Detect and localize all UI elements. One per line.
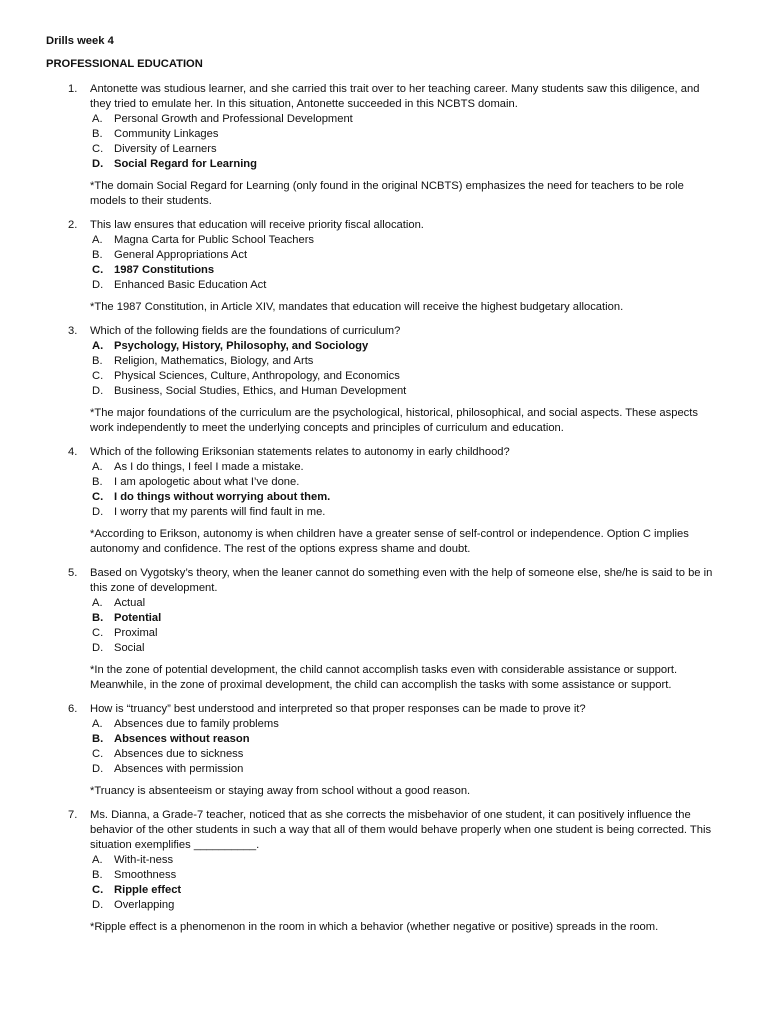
choice-text: With-it-ness: [114, 854, 174, 866]
question-text: Antonette was studious learner, and she carried this trait over to her teaching career. Many students saw this diligence, and they tried to emulate her. In this situation, Antonette succeeded in this NCBTS domain.: [90, 83, 700, 110]
choice-letter: D.: [92, 506, 104, 518]
question-item: [46, 82, 718, 209]
question-stem: [46, 324, 718, 339]
choice-item: [46, 248, 718, 263]
choice-item: [46, 596, 718, 611]
question-number: 3.: [68, 325, 78, 337]
question-item: [46, 445, 718, 557]
choice-letter: B.: [92, 476, 103, 488]
choice-letter: A.: [92, 597, 103, 609]
choice-item: [46, 142, 718, 157]
question-item: [46, 218, 718, 315]
choice-text: Social Regard for Learning: [114, 158, 257, 170]
choice-item-correct: [46, 157, 718, 172]
answer-explanation: *The 1987 Constitution, in Article XIV, mandates that education will receive the highest budgetary allocation.: [90, 301, 624, 313]
choice-letter: C.: [92, 491, 104, 503]
choice-letter: C.: [92, 264, 104, 276]
choice-item: [46, 641, 718, 656]
choice-letter: C.: [92, 748, 104, 760]
choice-item-correct: [46, 490, 718, 505]
question-number: 6.: [68, 703, 78, 715]
choice-item-correct: [46, 263, 718, 278]
choice-item-correct: [46, 339, 718, 354]
choice-text: 1987 Constitutions: [114, 264, 215, 276]
choice-text: I do things without worrying about them.: [114, 491, 331, 503]
question-number: 5.: [68, 567, 78, 579]
section-heading: PROFESSIONAL EDUCATION: [46, 58, 203, 70]
choice-text: Business, Social Studies, Ethics, and Human Development: [114, 385, 407, 397]
choice-letter: B.: [92, 612, 104, 624]
choice-text: As I do things, I feel I made a mistake.: [114, 461, 304, 473]
answer-explanation: *The major foundations of the curriculum are the psychological, historical, philosophical, and social aspects. These aspects work independently to meet the underlying concepts and principles of curriculum and education.: [90, 407, 698, 434]
document-title: Drills week 4: [46, 35, 114, 47]
answer-explanation: *The domain Social Regard for Learning (only found in the original NCBTS) emphasizes the need for teachers to be role models to their students.: [90, 180, 684, 207]
question-stem: [46, 808, 718, 853]
choice-item: [46, 369, 718, 384]
question-text: Which of the following Eriksonian statements relates to autonomy in early childhood?: [90, 446, 510, 458]
choice-letter: A.: [92, 718, 103, 730]
answer-explanation: *Truancy is absenteeism or staying away from school without a good reason.: [90, 785, 471, 797]
choice-item: [46, 384, 718, 399]
choice-list: [46, 460, 718, 520]
choice-text: General Appropriations Act: [114, 249, 248, 261]
choice-item: [46, 233, 718, 248]
choice-text: Personal Growth and Professional Development: [114, 113, 353, 125]
choice-list: [46, 112, 718, 172]
choice-letter: C.: [92, 627, 104, 639]
choice-letter: D.: [92, 899, 104, 911]
question-number: 4.: [68, 446, 78, 458]
question-item: [46, 808, 718, 935]
answer-explanation: *According to Erikson, autonomy is when children have a greater sense of self-control or independence. Option C implies autonomy and confidence. The rest of the options express shame and doubt.: [90, 528, 689, 555]
choice-text: Religion, Mathematics, Biology, and Arts: [114, 355, 314, 367]
choice-letter: A.: [92, 340, 104, 352]
choice-letter: A.: [92, 461, 103, 473]
question-stem: [46, 702, 718, 717]
choice-item: [46, 626, 718, 641]
choice-text: Overlapping: [114, 899, 175, 911]
choice-item: [46, 505, 718, 520]
choice-text: Social: [114, 642, 145, 654]
choice-letter: B.: [92, 355, 103, 367]
choice-item: [46, 898, 718, 913]
choice-text: Ripple effect: [114, 884, 182, 896]
question-stem: [46, 445, 718, 460]
choice-text: Physical Sciences, Culture, Anthropology, and Economics: [114, 370, 400, 382]
choice-text: Absences with permission: [114, 763, 244, 775]
question-stem: [46, 82, 718, 112]
question-text: Ms. Dianna, a Grade-7 teacher, noticed that as she corrects the misbehavior of one student, it can positively influence the behavior of the other students in such a way that all of them would behave properly when one student is being corrected. This situation exemplifies __________.: [90, 809, 712, 851]
choice-text: Diversity of Learners: [114, 143, 217, 155]
choice-item: [46, 717, 718, 732]
choice-text: Absences due to sickness: [114, 748, 244, 760]
choice-letter: B.: [92, 869, 103, 881]
choice-letter: C.: [92, 143, 104, 155]
question-item: [46, 324, 718, 436]
choice-item-correct: [46, 611, 718, 626]
answer-explanation: *In the zone of potential development, the child cannot accomplish tasks even with considerable assistance or support. Meanwhile, in the zone of proximal development, the child can accomplish the tasks with some assistance or support.: [90, 664, 678, 691]
choice-letter: A.: [92, 854, 103, 866]
question-text: Which of the following fields are the foundations of curriculum?: [90, 325, 401, 337]
choice-item: [46, 112, 718, 127]
question-item: [46, 566, 718, 693]
question-text: How is “truancy” best understood and interpreted so that proper responses can be made to prove it?: [90, 703, 586, 715]
choice-text: Magna Carta for Public School Teachers: [114, 234, 315, 246]
question-number: 1.: [68, 83, 78, 95]
choice-letter: B.: [92, 249, 103, 261]
choice-list: [46, 717, 718, 777]
choice-item: [46, 747, 718, 762]
choice-item: [46, 354, 718, 369]
choice-letter: D.: [92, 763, 104, 775]
choice-text: I am apologetic about what I’ve done.: [114, 476, 300, 488]
choice-text: I worry that my parents will find fault in me.: [114, 506, 326, 518]
choice-item: [46, 127, 718, 142]
question-list: [46, 82, 718, 935]
choice-letter: B.: [92, 733, 104, 745]
choice-letter: A.: [92, 234, 103, 246]
question-stem: [46, 218, 718, 233]
choice-text: Absences without reason: [114, 733, 250, 745]
choice-text: Actual: [114, 597, 146, 609]
choice-item: [46, 853, 718, 868]
choice-item: [46, 762, 718, 777]
answer-explanation: *Ripple effect is a phenomenon in the room in which a behavior (whether negative or positive) spreads in the room.: [90, 921, 659, 933]
choice-item: [46, 460, 718, 475]
choice-item: [46, 868, 718, 883]
choice-text: Smoothness: [114, 869, 177, 881]
question-text: This law ensures that education will receive priority fiscal allocation.: [90, 219, 424, 231]
question-text: Based on Vygotsky’s theory, when the leaner cannot do something even with the help of someone else, she/he is said to be in this zone of development.: [90, 567, 713, 594]
choice-item-correct: [46, 732, 718, 747]
choice-list: [46, 596, 718, 656]
choice-text: Community Linkages: [114, 128, 219, 140]
choice-list: [46, 853, 718, 913]
choice-item-correct: [46, 883, 718, 898]
question-item: [46, 702, 718, 799]
question-stem: [46, 566, 718, 596]
document-page: [46, 34, 718, 944]
choice-list: [46, 339, 718, 399]
choice-letter: D.: [92, 385, 104, 397]
question-number: 7.: [68, 809, 78, 821]
choice-letter: D.: [92, 642, 104, 654]
choice-text: Potential: [114, 612, 162, 624]
choice-list: [46, 233, 718, 293]
choice-text: Enhanced Basic Education Act: [114, 279, 267, 291]
choice-item: [46, 278, 718, 293]
choice-letter: A.: [92, 113, 103, 125]
choice-letter: D.: [92, 158, 104, 170]
choice-letter: C.: [92, 370, 104, 382]
question-number: 2.: [68, 219, 78, 231]
choice-text: Proximal: [114, 627, 158, 639]
choice-letter: C.: [92, 884, 104, 896]
choice-letter: B.: [92, 128, 103, 140]
choice-text: Psychology, History, Philosophy, and Sociology: [114, 340, 369, 352]
choice-item: [46, 475, 718, 490]
choice-text: Absences due to family problems: [114, 718, 279, 730]
choice-letter: D.: [92, 279, 104, 291]
